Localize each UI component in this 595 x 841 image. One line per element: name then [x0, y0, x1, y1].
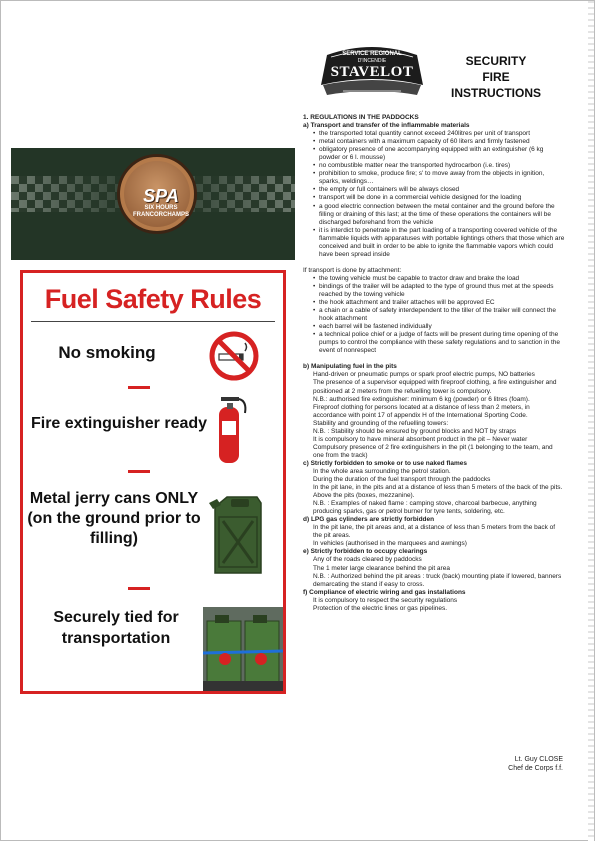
poster-heading: Fuel Safety Rules [44, 284, 262, 314]
spa-six-hours-badge [117, 154, 197, 234]
fire-extinguisher-icon [213, 391, 249, 465]
transport-rules-list [313, 130, 565, 259]
paragraph: In the pit lane, in the pits and at a distance of less than 5 meters of the back of the pits. [313, 484, 563, 492]
section-heading: 1. REGULATIONS IN THE PADDOCKS [303, 114, 419, 121]
subsection-d-title: d) LPG gas cylinders are strictly forbidden [303, 516, 435, 524]
title-line: INSTRUCTIONS [451, 86, 541, 100]
list-item: • transport will be done in a commercial vehicle designed for the loading [313, 194, 565, 202]
rule-no-smoking: No smoking [58, 343, 156, 362]
separator-dash [128, 386, 150, 389]
rule-metal-jerry-cans: Metal jerry cans ONLY (on the ground prior to filling) [27, 490, 201, 547]
separator-dash [128, 587, 150, 590]
paragraph: It is compulsory to have mineral absorbent product in the pit – Never water [313, 435, 528, 443]
title-line: SECURITY [465, 54, 527, 68]
list-item: • each barrel will be fastened individually [313, 323, 565, 331]
tied-cans-icon [203, 607, 283, 691]
paragraph: Hand-driven or pneumatic pumps or spark proof electric pumps, NO batteries [313, 371, 535, 379]
list-item: • it is interdict to penetrate in the part loading of a transporting covered vehicle of the flammable liquids with apparatuses with portable lightings others that those which are conceived and built in order to be able to ignite the flammable vapors which could have been spread inside [313, 227, 565, 259]
list-item: • obligatory presence of one accompanying equipped with an extinguisher (6 kg powder or 6 l. mousse) [313, 146, 565, 162]
paragraph: N.B. : Stability should be ensured by ground blocks and NOT by straps [313, 427, 517, 435]
paragraph: During the duration of the fuel transport through the paddocks [313, 476, 491, 484]
list-item: • the towing vehicle must be capable to tractor draw and brake the load [313, 275, 565, 283]
paragraph: N.B. : Examples of naked flame : camping stove, charcoal barbecue, anything producing sparks, gas or petrol burner for tyre tents, soldering, etc. [313, 500, 537, 516]
list-item: • prohibition to smoke, produce fire; s' to move away from the objects in ignition, sparks, weldings… [313, 170, 565, 186]
trailer-intro: If transport is done by attachment: [303, 266, 402, 274]
fuel-safety-poster [11, 148, 295, 702]
paragraph: It is compulsory to respect the security regulations [313, 596, 458, 604]
title-line: FIRE [482, 70, 510, 84]
list-item: • the transported total quantity cannot exceed 240litres per unit of transport [313, 130, 565, 138]
subsection-a-title: a) Transport and transfer of the inflammable materials [303, 122, 470, 130]
poster-banner [11, 148, 295, 260]
list-item: • the empty or full containers will be always closed [313, 186, 565, 194]
badge-title: SPA [143, 186, 179, 206]
svg-text:D'INCENDIE: D'INCENDIE [357, 58, 387, 64]
rule-fire-extinguisher: Fire extinguisher ready [30, 415, 208, 432]
signatory-role: Chef de Corps f.f. [508, 765, 563, 772]
svg-text:STAVELOT: STAVELOT [330, 64, 414, 80]
list-item: • a technical police chief or a judge of facts will be present during time opening of the pumps to control the compliance with these safety regulations and to sanction in the event of nonrespect [313, 331, 565, 355]
paragraph: Protection of the electric lines or gas pipelines. [313, 604, 448, 612]
svg-text:SERVICE REGIONAL: SERVICE REGIONAL [342, 51, 402, 57]
list-item: • metal containers with a maximum capacity of 60 liters and firmly fastened [313, 138, 565, 146]
page-edge-marks [588, 1, 594, 841]
list-item: • bindings of the trailer will be adapted to the type of ground thus met at the speeds reached by the towing vehicle [313, 283, 565, 299]
paragraph: In the whole area surrounding the petrol station. [313, 467, 451, 475]
signature-block [481, 755, 563, 773]
list-item: • no combustible matter near the transported hydrocarbon (i.e. tires) [313, 162, 565, 170]
stavelot-fire-service-logo [313, 41, 431, 101]
regulations-text [303, 114, 565, 613]
paragraph: N.B.: authorised fire extinguisher: minimum 6 kg (powder) or 6 litres (foam). [313, 395, 530, 403]
paragraph: Stability and grounding of the refuelling towers: [313, 419, 449, 427]
subsection-e-title: e) Strictly forbidden to occupy clearings [303, 548, 428, 556]
paragraph: In the pit lane, the pit areas and, at a distance of less than 5 meters from the back of the pit areas. [313, 524, 556, 540]
paragraph: Fireproof clothing for persons located at a distance of less than 2 meters, in accordance with point 17 of appendix H of the International Sporting Code. [313, 403, 530, 419]
paragraph: Any of the roads cleared by paddocks [313, 556, 422, 564]
badge-subtitle: SIX HOURS FRANCORCHAMPS [133, 205, 189, 218]
subsection-c-title: c) Strictly forbidden to smoke or to use naked flames [303, 459, 467, 467]
signatory-name: Lt. Guy CLOSE [514, 756, 563, 763]
divider [31, 321, 275, 322]
paragraph: The presence of a supervisor equipped with fireproof clothing, a fire extinguisher and positioned at 2 meters from the refuelling tower is compulsory. [313, 379, 557, 395]
paragraph: N.B. : Authorized behind the pit areas : truck (back) mounting plate if lowered, banners demarcating the stand if easy to cross. [313, 572, 562, 588]
separator-dash [128, 470, 150, 473]
no-smoking-icon [209, 331, 259, 381]
paragraph: The 1 meter large clearance behind the pit area [313, 564, 450, 572]
list-item: • a chain or a cable of safety interdependent to the tiller of the trailer will connect the hook attachment [313, 307, 565, 323]
list-item: • the hook attachment and trailer attaches will be approved EC [313, 299, 565, 307]
page-title [438, 53, 554, 101]
jerry-can-icon [207, 493, 267, 577]
paragraph: In vehicles (authorised in the marquees and awnings) [313, 540, 467, 548]
rule-securely-tied: Securely tied for transportation [53, 609, 179, 647]
poster-rules-frame [20, 270, 286, 694]
paragraph: Above the pits (boxes, mezzanine). [313, 492, 415, 500]
trailer-rules-list [313, 275, 565, 355]
subsection-f-title: f) Compliance of electric wiring and gas installations [303, 588, 466, 596]
list-item: • a good electric connection between the metal container and the ground before the filling or draining of this last; at the time of these operations the containers will be discharged beforehand from the vehicle [313, 203, 565, 227]
subsection-b-title: b) Manipulating fuel in the pits [303, 363, 397, 371]
paragraph: Compulsory presence of 2 fire extinguishers in the pit (1 belonging to the team, and one from the track) [313, 443, 553, 459]
